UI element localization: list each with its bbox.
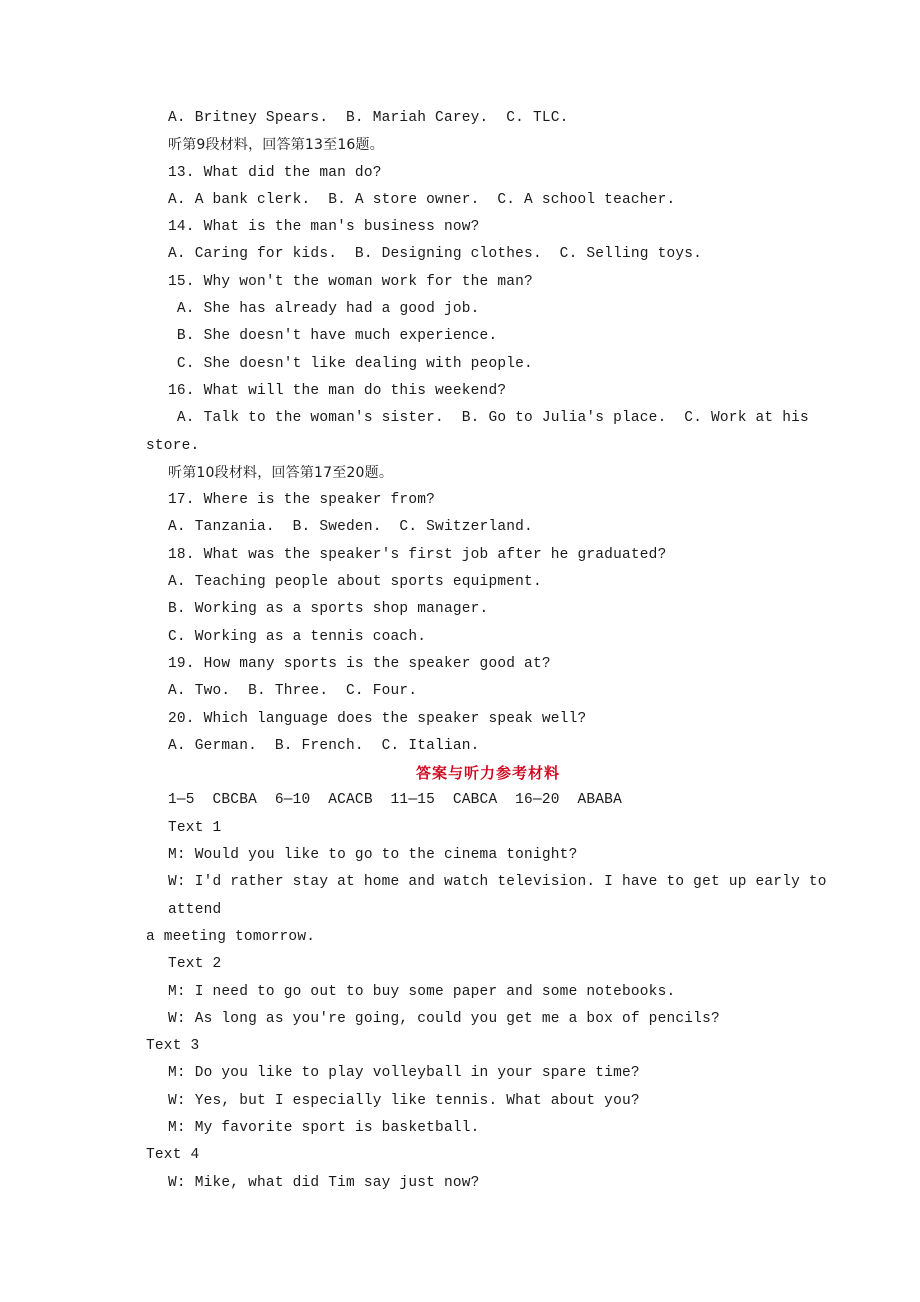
question-options-16-continued: store. [146,437,200,454]
question-stem-16: 16. What will the man do this weekend? [168,382,507,399]
question-options-20: A. German. B. French. C. Italian. [168,737,480,754]
script-line: W: Mike, what did Tim say just now? [168,1174,480,1191]
question-option-15-c: C. She doesn't like dealing with people. [168,355,533,372]
question-options-13: A. A bank clerk. B. A store owner. C. A school teacher. [168,191,676,208]
listening-instruction-line: 听第9段材料，回答第13至16题。 [168,137,384,154]
question-stem-13: 13. What did the man do? [168,164,382,181]
script-label-text-2: Text 2 [168,956,222,973]
question-stem-20: 20. Which language does the speaker speak well? [168,710,587,727]
script-line: M: My favorite sport is basketball. [168,1119,480,1136]
question-stem-15: 15. Why won't the woman work for the man? [168,273,533,290]
question-options-17: A. Tanzania. B. Sweden. C. Switzerland. [168,519,533,536]
question-stem-18: 18. What was the speaker's first job after he graduated? [168,546,667,563]
script-line: W: I'd rather stay at home and watch television. I have to get up early to attend [168,874,836,918]
script-line: M: Would you like to go to the cinema tonight? [168,847,578,864]
script-line: W: As long as you're going, could you get me a box of pencils? [168,1010,720,1027]
question-options-16: A. Talk to the woman's sister. B. Go to Julia's place. C. Work at his [168,410,809,427]
script-label-text-4: Text 4 [146,1147,200,1164]
question-stem-19: 19. How many sports is the speaker good at? [168,655,551,672]
question-options-14: A. Caring for kids. B. Designing clothes. C. Selling toys. [168,246,703,263]
script-line: M: Do you like to play volleyball in your spare time? [168,1065,640,1082]
script-line: W: Yes, but I especially like tennis. What about you? [168,1092,640,1109]
question-option-18-c: C. Working as a tennis coach. [168,628,427,645]
question-option-18-b: B. Working as a sports shop manager. [168,601,489,618]
question-options-19: A. Two. B. Three. C. Four. [168,683,418,700]
script-label-text-3: Text 3 [146,1038,200,1055]
answer-key-line: 1—5 CBCBA 6—10 ACACB 11—15 CABCA 16—20 ABABA [168,792,622,809]
script-line: M: I need to go out to buy some paper and some notebooks. [168,983,676,1000]
question-option-15-a: A. She has already had a good job. [168,301,480,318]
answer-section-title: 答案与听力参考材料 [415,764,560,783]
question-option-18-a: A. Teaching people about sports equipment. [168,574,542,591]
question-stem-17: 17. Where is the speaker from? [168,492,436,509]
question-options-line: A. Britney Spears. B. Mariah Carey. C. TLC. [168,110,569,126]
question-option-15-b: B. She doesn't have much experience. [168,328,498,345]
script-label-text-1: Text 1 [168,819,222,836]
question-stem-14: 14. What is the man's business now? [168,219,480,236]
listening-instruction-line-2: 听第10段材料，回答第17至20题。 [168,464,394,481]
script-line-continued: a meeting tomorrow. [146,928,316,945]
